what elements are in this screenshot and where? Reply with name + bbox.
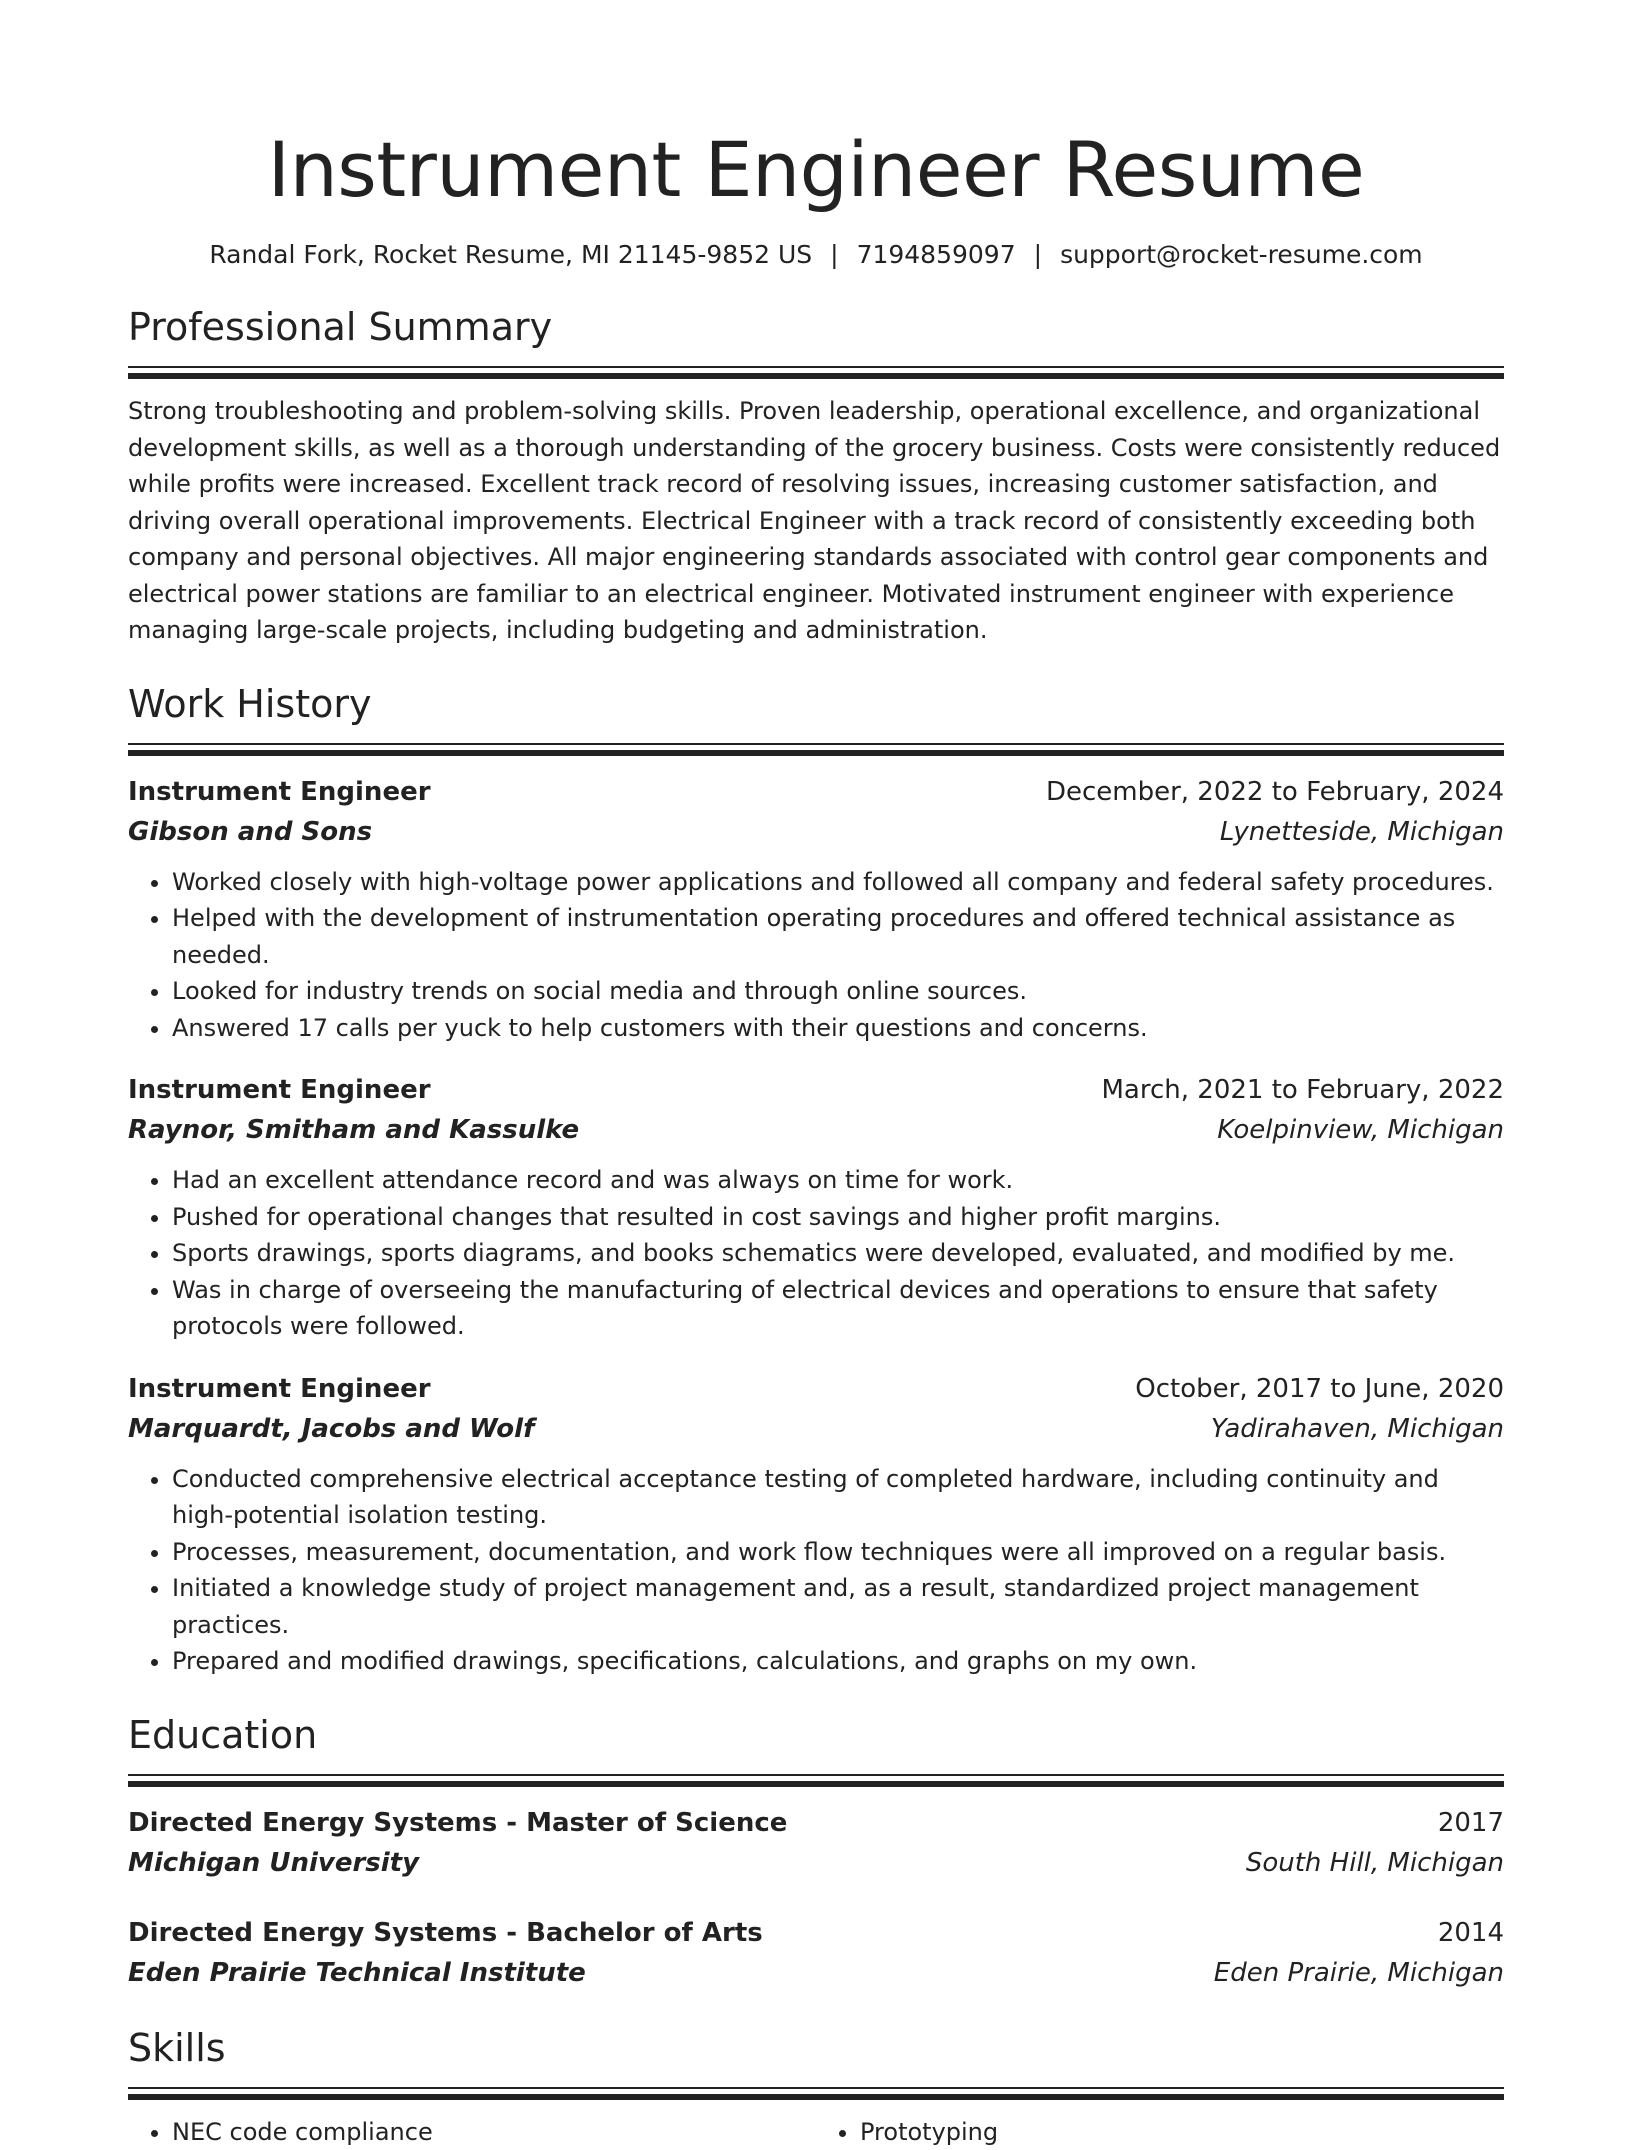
skills-columns: [128, 2114, 1504, 2150]
section-rule-thin: [128, 1774, 1504, 1776]
job-bullets: [128, 1461, 1504, 1680]
job-entry: [128, 772, 1504, 1047]
education-year: 2014: [1438, 1913, 1504, 1953]
education-school: Eden Prairie Technical Institute: [128, 1953, 586, 1993]
education-entry: [128, 1913, 1504, 1993]
section-rule-thick: [128, 1781, 1504, 1787]
list-item: • Had an excellent attendance record and was always on time for work.: [172, 1162, 1504, 1199]
contact-email: support@rocket-resume.com: [1060, 240, 1423, 269]
education-entry: [128, 1803, 1504, 1883]
section-rule-thin: [128, 366, 1504, 368]
list-item: • Prepared and modified drawings, specifications, calculations, and graphs on my own.: [172, 1643, 1504, 1680]
job-dates: December, 2022 to February, 2024: [1046, 772, 1504, 812]
job-dates: March, 2021 to February, 2022: [1102, 1070, 1505, 1110]
job-dates: October, 2017 to June, 2020: [1135, 1369, 1504, 1409]
contact-separator: |: [830, 240, 838, 269]
contact-address: Randal Fork, Rocket Resume, MI 21145-9852 US: [209, 240, 812, 269]
education-school: Michigan University: [128, 1843, 419, 1883]
section-rule-thick: [128, 750, 1504, 756]
contact-phone: 7194859097: [857, 240, 1016, 269]
job-location: Yadirahaven, Michigan: [1211, 1409, 1504, 1449]
job-company: Marquardt, Jacobs and Wolf: [128, 1409, 534, 1449]
page-title: Instrument Engineer Resume: [128, 0, 1504, 218]
list-item: • Sports drawings, sports diagrams, and books schematics were developed, evaluated, and modified by me.: [172, 1235, 1504, 1272]
job-role: Instrument Engineer: [128, 1369, 431, 1409]
job-role: Instrument Engineer: [128, 772, 431, 812]
summary-section: [128, 302, 1504, 649]
job-bullets: [128, 864, 1504, 1047]
education-degree: Directed Energy Systems - Master of Science: [128, 1803, 787, 1843]
skills-section: [128, 2023, 1504, 2150]
section-rule-thick: [128, 373, 1504, 379]
job-bullets: [128, 1162, 1504, 1345]
education-location: South Hill, Michigan: [1246, 1843, 1504, 1883]
list-item: • Initiated a knowledge study of project management and, as a result, standardized project management practices.: [172, 1570, 1504, 1643]
job-company: Raynor, Smitham and Kassulke: [128, 1110, 579, 1150]
job-entry: [128, 1369, 1504, 1680]
list-item: • Answered 17 calls per yuck to help customers with their questions and concerns.: [172, 1010, 1504, 1047]
contact-line: [128, 238, 1504, 272]
job-role: Instrument Engineer: [128, 1070, 431, 1110]
skills-heading: Skills: [128, 2023, 1504, 2073]
list-item: • Was in charge of overseeing the manufacturing of electrical devices and operations to ensure that safety protocols were followed.: [172, 1272, 1504, 1345]
education-year: 2017: [1438, 1803, 1504, 1843]
skill-item: • NEC code compliance: [172, 2114, 816, 2150]
section-rule-thin: [128, 743, 1504, 745]
list-item: • Conducted comprehensive electrical acceptance testing of completed hardware, including continuity and high-potential isolation testing.: [172, 1461, 1504, 1534]
job-entry: [128, 1070, 1504, 1345]
education-section: [128, 1710, 1504, 1993]
education-heading: Education: [128, 1710, 1504, 1760]
summary-heading: Professional Summary: [128, 302, 1504, 352]
skills-list-right: [816, 2114, 1504, 2150]
section-rule-thick: [128, 2094, 1504, 2100]
list-item: • Looked for industry trends on social media and through online sources.: [172, 973, 1504, 1010]
summary-text: Strong troubleshooting and problem-solving skills. Proven leadership, operational excellence, and organizational development skills, as well as a thorough understanding of the grocery business. Costs were consistently reduced while profits were increased. Excellent track record of resolving issues, increasing customer satisfaction, and driving overall operational improvements. Electrical Engineer with a track record of consistently exceeding both company and personal objectives. All major engineering standards associated with control gear components and electrical power stations are familiar to an electrical engineer. Motivated instrument engineer with experience managing large-scale projects, including budgeting and administration.: [128, 393, 1504, 649]
work-heading: Work History: [128, 679, 1504, 729]
job-location: Lynetteside, Michigan: [1220, 812, 1504, 852]
list-item: • Processes, measurement, documentation, and work flow techniques were all improved on a regular basis.: [172, 1534, 1504, 1571]
section-rule-thin: [128, 2087, 1504, 2089]
list-item: • Pushed for operational changes that resulted in cost savings and higher profit margins.: [172, 1199, 1504, 1236]
contact-separator: |: [1034, 240, 1042, 269]
education-location: Eden Prairie, Michigan: [1214, 1953, 1504, 1993]
work-section: [128, 679, 1504, 1680]
education-degree: Directed Energy Systems - Bachelor of Arts: [128, 1913, 763, 1953]
list-item: • Helped with the development of instrumentation operating procedures and offered technical assistance as needed.: [172, 900, 1504, 973]
skills-list-left: [128, 2114, 816, 2150]
skill-item: • Prototyping: [860, 2114, 1504, 2150]
job-company: Gibson and Sons: [128, 812, 372, 852]
job-location: Koelpinview, Michigan: [1217, 1110, 1504, 1150]
list-item: • Worked closely with high-voltage power applications and followed all company and federal safety procedures.: [172, 864, 1504, 901]
